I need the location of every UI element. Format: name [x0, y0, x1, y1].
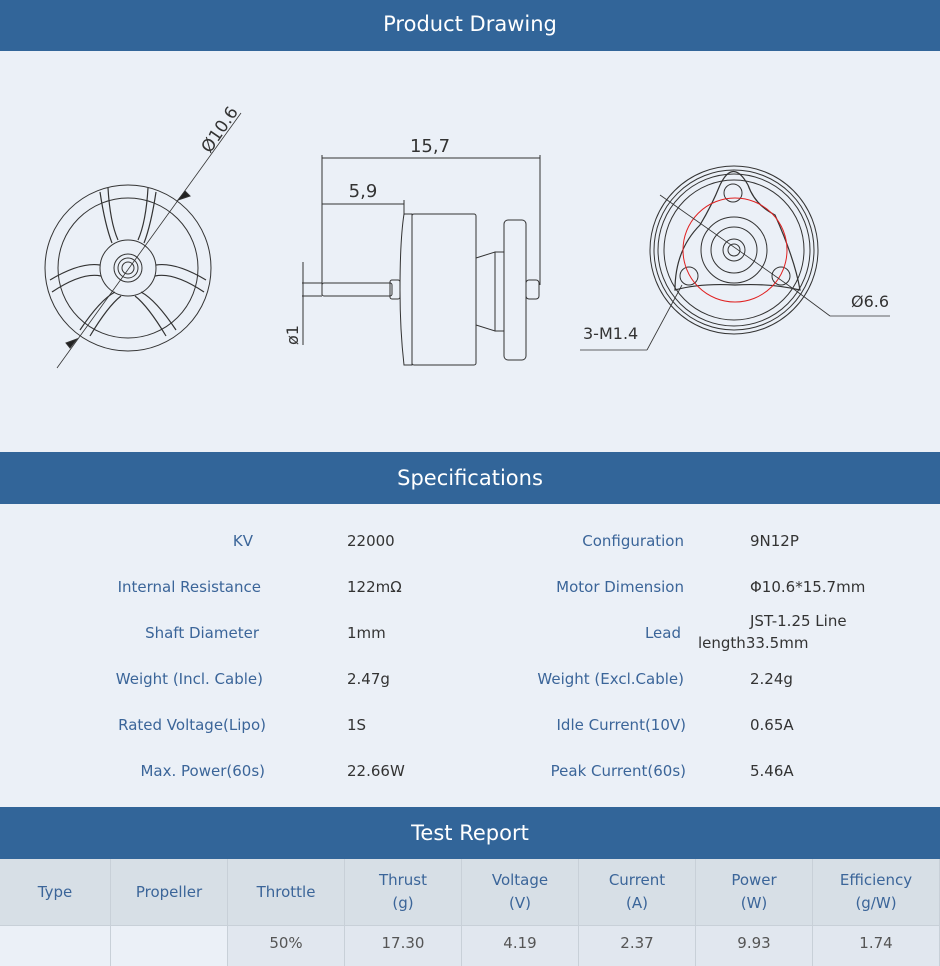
spec-value-max-power: 22.66W	[347, 762, 405, 780]
spec-value-weight-incl: 2.47g	[347, 670, 390, 688]
spec-label-idle-current: Idle Current(10V)	[556, 716, 686, 734]
spec-label-weight-incl: Weight (Incl. Cable)	[115, 670, 263, 688]
cell-propeller	[111, 925, 228, 966]
cell-current: 2.37	[579, 925, 696, 966]
spec-label-max-power: Max. Power(60s)	[140, 762, 265, 780]
header-voltage: Voltage (V)	[462, 859, 579, 925]
spec-value-weight-excl: 2.24g	[750, 670, 793, 688]
spec-value-kv: 22000	[347, 532, 395, 550]
cell-efficiency: 1.74	[813, 925, 940, 966]
spec-value-motor-dimension: Φ10.6*15.7mm	[750, 578, 866, 596]
product-drawing-area	[0, 51, 940, 452]
shaft-length-label: 5,9	[348, 181, 378, 202]
section-header-test-report	[0, 807, 940, 859]
spec-value-peak-current: 5.46A	[750, 762, 794, 780]
cell-throttle: 50%	[228, 925, 345, 966]
section-header-specifications	[0, 452, 940, 504]
cell-voltage: 4.19	[462, 925, 579, 966]
header-throttle: Throttle	[228, 859, 345, 925]
spec-label-lead: Lead	[644, 624, 681, 642]
mount-circle-label: Ø6.6	[851, 292, 890, 311]
motor-technical-drawing	[0, 51, 940, 452]
spec-value-configuration: 9N12P	[750, 532, 799, 550]
header-power: Power (W)	[696, 859, 813, 925]
spec-label-peak-current: Peak Current(60s)	[550, 762, 686, 780]
spec-value-idle-current: 0.65A	[750, 716, 794, 734]
section-title: Specifications	[397, 466, 543, 490]
spec-value-rated-voltage: 1S	[347, 716, 367, 734]
motor-back-view	[580, 166, 890, 350]
front-diameter-label: Ø10.6	[197, 103, 243, 157]
spec-label-kv: KV	[232, 532, 253, 550]
cell-type	[0, 925, 111, 966]
header-current: Current (A)	[579, 859, 696, 925]
spec-label-weight-excl: Weight (Excl.Cable)	[537, 670, 684, 688]
test-report-table	[0, 859, 940, 966]
section-title: Product Drawing	[383, 12, 557, 36]
mount-holes-label: 3-M1.4	[583, 324, 639, 343]
spec-value-lead-line2: length33.5mm	[698, 634, 809, 652]
cell-thrust: 17.30	[345, 925, 462, 966]
header-propeller: Propeller	[111, 859, 228, 925]
header-type: Type	[0, 859, 111, 925]
header-thrust: Thrust (g)	[345, 859, 462, 925]
spec-value-internal-resistance: 122mΩ	[347, 578, 402, 596]
spec-label-shaft-diameter: Shaft Diameter	[145, 624, 259, 642]
section-title: Test Report	[411, 821, 529, 845]
cell-power: 9.93	[696, 925, 813, 966]
shaft-diameter-label: ø1	[283, 325, 302, 345]
specifications-table	[0, 504, 940, 807]
spec-value-lead-line1: JST-1.25 Line	[750, 612, 847, 630]
header-efficiency: Efficiency (g/W)	[813, 859, 940, 925]
spec-value-shaft-diameter: 1mm	[347, 624, 386, 642]
spec-label-configuration: Configuration	[582, 532, 684, 550]
spec-label-motor-dimension: Motor Dimension	[556, 578, 684, 596]
spec-label-internal-resistance: Internal Resistance	[117, 578, 261, 596]
section-header-product-drawing	[0, 0, 940, 51]
spec-label-rated-voltage: Rated Voltage(Lipo)	[118, 716, 266, 734]
total-length-label: 15,7	[409, 136, 451, 157]
motor-side-view	[302, 155, 540, 365]
